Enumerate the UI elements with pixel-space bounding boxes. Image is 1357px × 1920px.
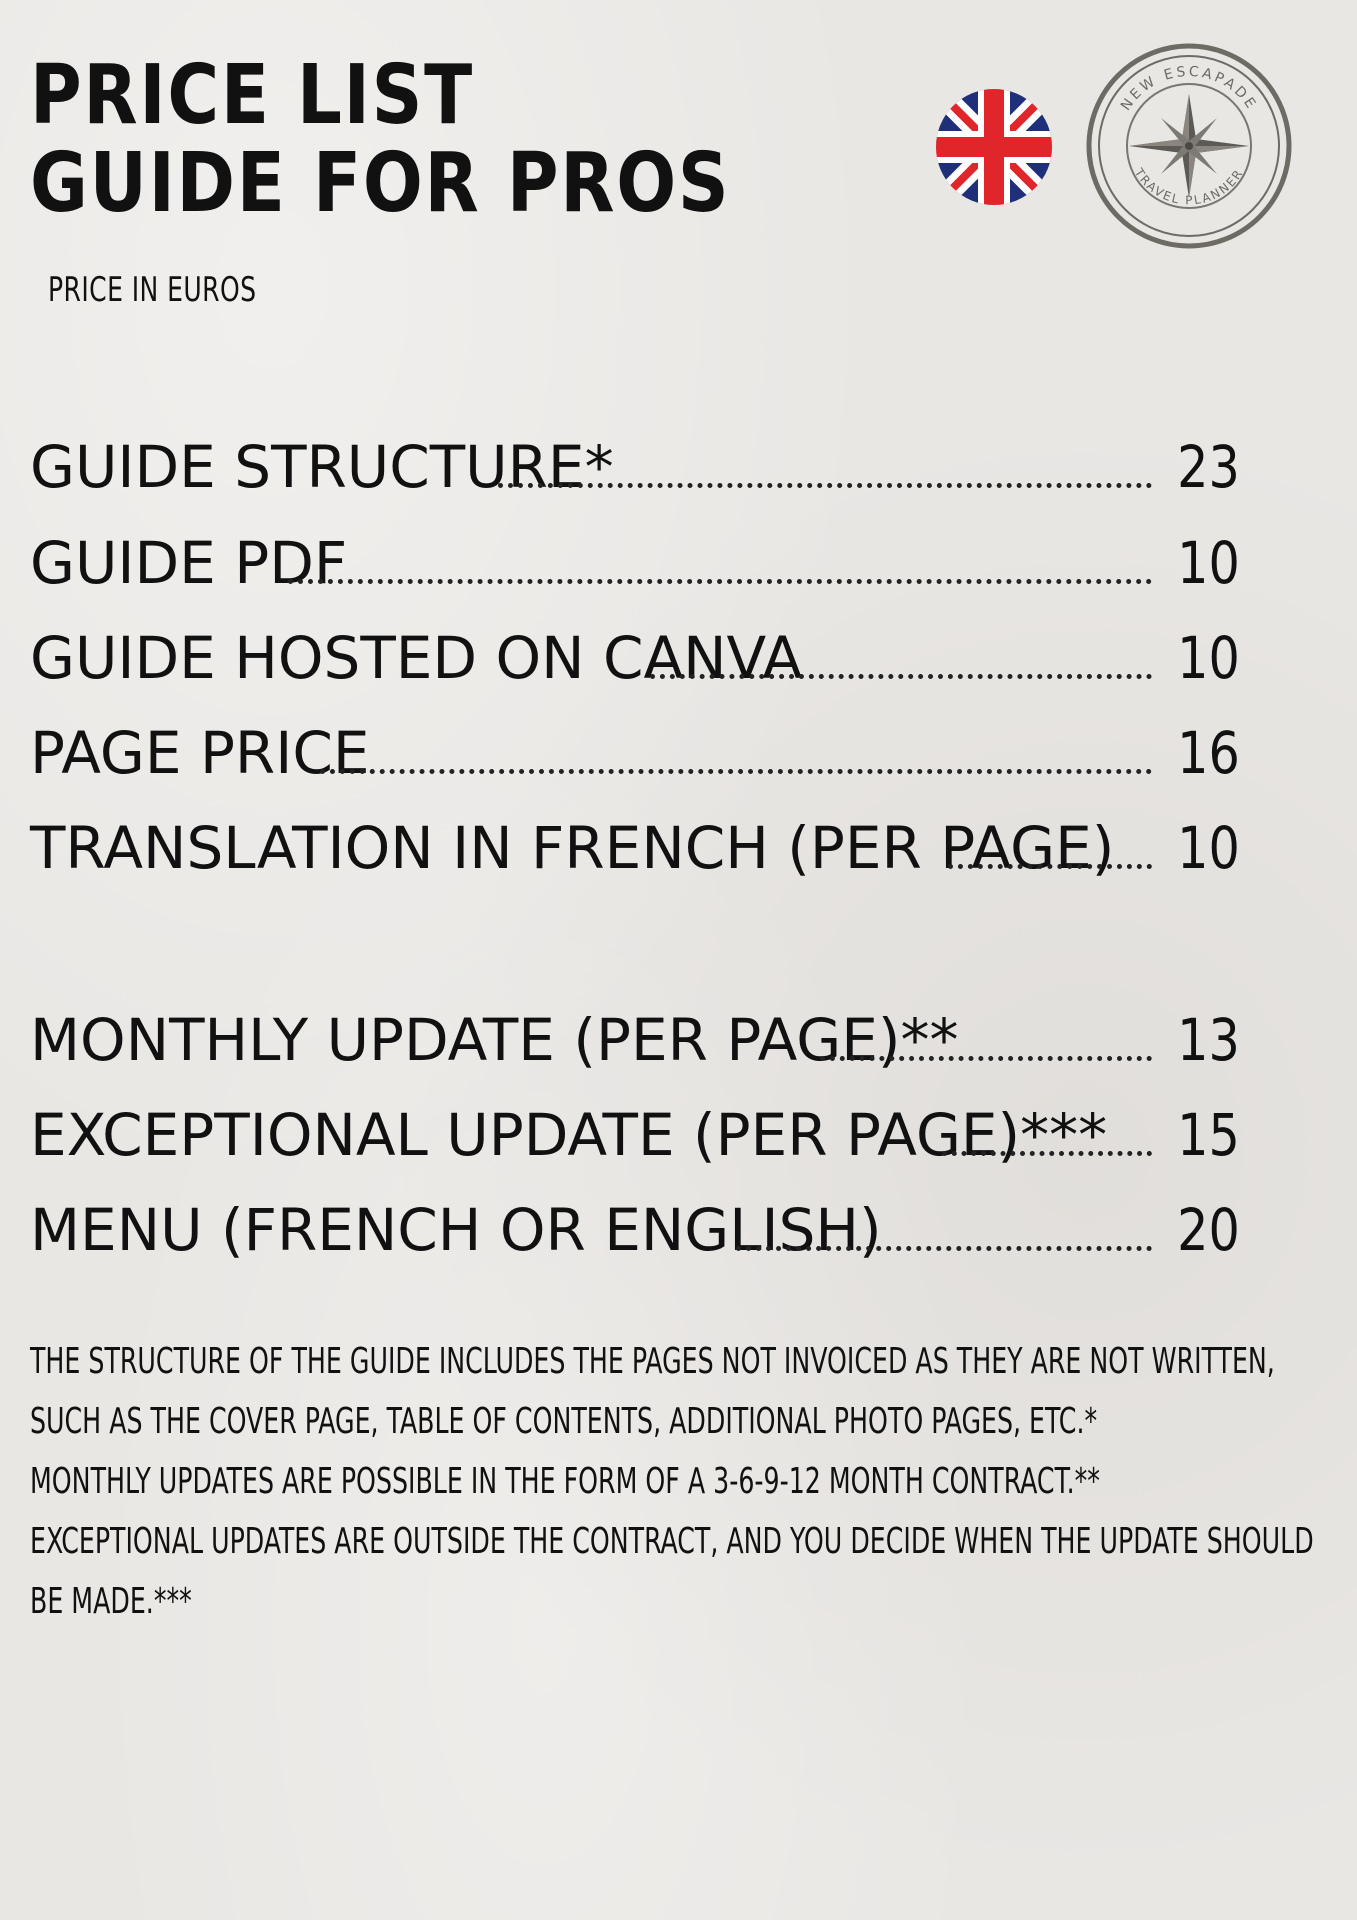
price-value: 20 bbox=[1177, 1196, 1240, 1264]
footnote-monthly: MONTHLY UPDATES ARE POSSIBLE IN THE FORM OF A 3-6-9-12 MONTH CONTRACT.** bbox=[30, 1461, 1100, 1502]
price-label: GUIDE HOSTED ON CANVA bbox=[30, 624, 803, 692]
price-row-translation bbox=[30, 811, 1240, 881]
page-title bbox=[30, 48, 731, 231]
price-row-guide-structure bbox=[30, 430, 1240, 500]
price-label: MONTHLY UPDATE (PER PAGE)** bbox=[30, 1006, 959, 1074]
stamp-bottom-text: TRAVEL PLANNER bbox=[1131, 165, 1247, 208]
stamp-top-text: NEW ESCAPADE bbox=[1117, 63, 1261, 114]
price-row-exceptional-update bbox=[30, 1098, 1240, 1168]
title-line-2: GUIDE FOR PROS bbox=[30, 136, 731, 231]
dot-leader bbox=[820, 1056, 1152, 1061]
price-value: 15 bbox=[1177, 1101, 1240, 1169]
footnote-exceptional: EXCEPTIONAL UPDATES ARE OUTSIDE THE CONTRACT, AND YOU DECIDE WHEN THE UPDATE SHOULD BE MADE.*** bbox=[30, 1521, 1314, 1622]
dot-leader bbox=[942, 1151, 1152, 1156]
footnotes bbox=[30, 1332, 1330, 1632]
dot-leader bbox=[948, 864, 1152, 869]
price-value: 23 bbox=[1177, 433, 1240, 501]
dot-leader bbox=[320, 769, 1152, 774]
price-label: GUIDE STRUCTURE* bbox=[30, 433, 614, 501]
uk-flag-icon bbox=[935, 88, 1053, 206]
price-row-monthly-update bbox=[30, 1003, 1240, 1073]
dot-leader bbox=[650, 674, 1152, 679]
dot-leader bbox=[498, 483, 1152, 488]
currency-note: PRICE IN EUROS bbox=[48, 270, 257, 310]
price-row-page-price bbox=[30, 716, 1240, 786]
price-value: 13 bbox=[1177, 1006, 1240, 1074]
price-label: TRANSLATION IN FRENCH (PER PAGE) bbox=[30, 814, 1115, 882]
price-value: 10 bbox=[1177, 814, 1240, 882]
price-label: MENU (FRENCH OR ENGLISH) bbox=[30, 1196, 882, 1264]
price-value: 10 bbox=[1177, 529, 1240, 597]
footnote-structure: THE STRUCTURE OF THE GUIDE INCLUDES THE PAGES NOT INVOICED AS THEY ARE NOT WRITTEN, SUCH AS THE COVER PAGE, TABLE OF CONTENTS, ADDITIONAL PHOTO PAGES, ETC.* bbox=[30, 1341, 1275, 1442]
title-line-1: PRICE LIST bbox=[30, 48, 474, 143]
price-label: PAGE PRICE bbox=[30, 719, 370, 787]
dot-leader bbox=[288, 579, 1152, 584]
dot-leader bbox=[736, 1246, 1152, 1251]
price-row-menu bbox=[30, 1193, 1240, 1263]
price-label: EXCEPTIONAL UPDATE (PER PAGE)*** bbox=[30, 1101, 1108, 1169]
price-value: 10 bbox=[1177, 624, 1240, 692]
price-row-guide-canva bbox=[30, 621, 1240, 691]
price-label: GUIDE PDF bbox=[30, 529, 348, 597]
price-row-guide-pdf bbox=[30, 526, 1240, 596]
price-value: 16 bbox=[1177, 719, 1240, 787]
new-escapade-stamp-logo bbox=[1085, 42, 1293, 250]
